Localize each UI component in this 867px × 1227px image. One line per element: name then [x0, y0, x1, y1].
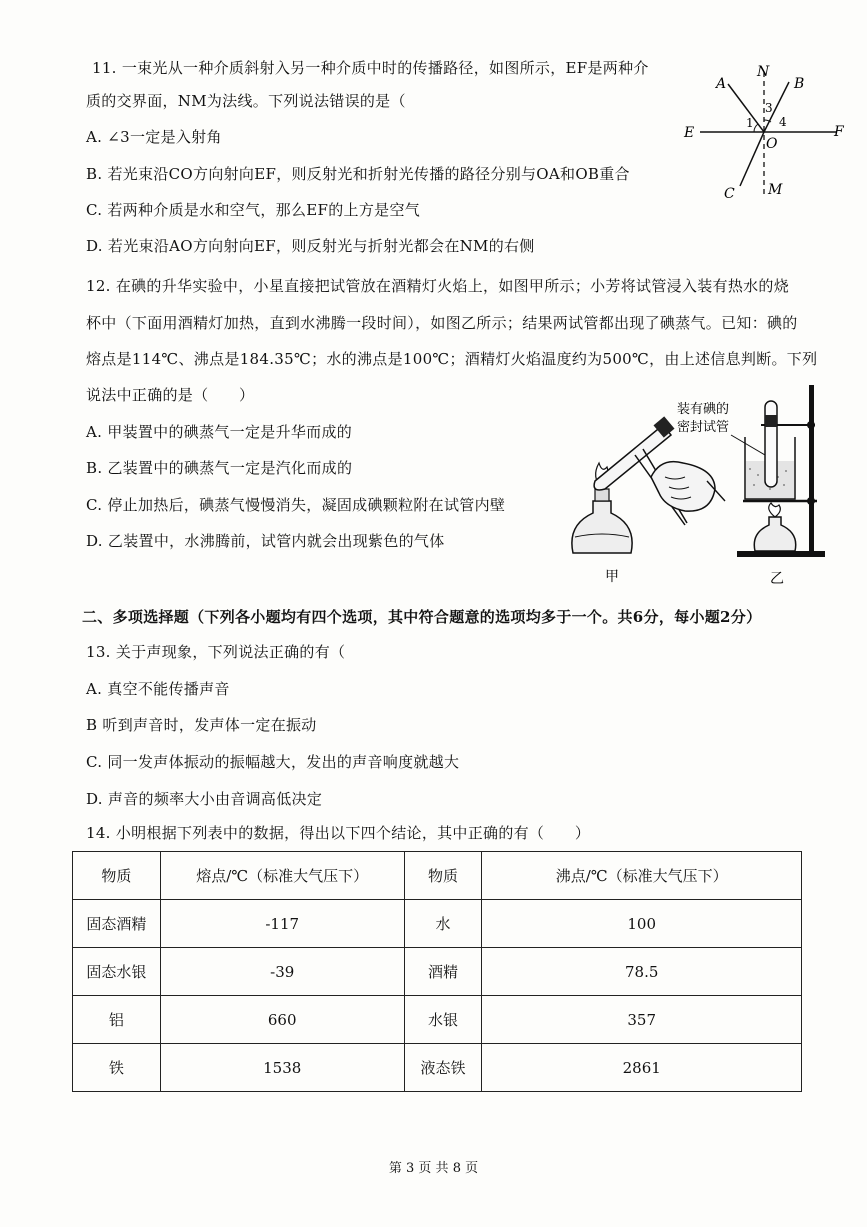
header-substance-1: 物质	[73, 852, 161, 900]
q11-stem-line2: 质的交界面，NM为法线。下列说法错误的是（	[86, 92, 406, 110]
q11-option-a: A. ∠3一定是入射角	[86, 128, 222, 146]
melting-boiling-table	[72, 851, 802, 1092]
table-cell: 2861	[482, 1044, 802, 1092]
q11-option-c: C. 若两种介质是水和空气，那么EF的上方是空气	[86, 201, 421, 219]
table-cell: 660	[160, 996, 404, 1044]
section2-heading: 二、多项选择题（下列各小题均有四个选项，其中符合题意的选项均多于一个。共6分，每小题2分）	[82, 608, 762, 626]
label-o: O	[766, 136, 778, 152]
q13-option-b: B 听到声音时，发声体一定在振动	[86, 716, 317, 734]
q14-stem: 14. 小明根据下列表中的数据，得出以下四个结论，其中正确的有（ ）	[86, 824, 591, 842]
header-boiling-point: 沸点/℃（标准大气压下）	[482, 852, 802, 900]
callout-line1: 装有碘的	[677, 402, 730, 417]
label-jia: 甲	[605, 569, 619, 585]
table-cell: 78.5	[482, 948, 802, 996]
callout-pointer	[731, 435, 765, 455]
angle-4-label: 4	[779, 115, 787, 129]
table-row	[73, 1044, 802, 1092]
page-footer: 第 3 页 共 8 页	[388, 1161, 479, 1176]
table-cell: 357	[482, 996, 802, 1044]
alcohol-lamp-yi	[754, 503, 795, 551]
table-cell: 1538	[160, 1044, 404, 1092]
q12-option-b: B. 乙装置中的碘蒸气一定是汽化而成的	[86, 459, 353, 477]
angle-3-label: 3	[765, 101, 773, 115]
table-cell: 固态水银	[73, 948, 161, 996]
q12-stem-line4: 说法中正确的是（ ）	[86, 386, 255, 404]
table-header-row	[73, 852, 802, 900]
table-cell: 水	[404, 900, 482, 948]
sealed-tube-yi	[765, 401, 777, 487]
refraction-diagram	[676, 58, 856, 208]
table-cell: 酒精	[404, 948, 482, 996]
angle-1-arc	[754, 124, 758, 132]
label-n: N	[757, 64, 770, 80]
q12-option-c: C. 停止加热后，碘蒸气慢慢消失，凝固成碘颗粒附在试管内壁	[86, 496, 506, 514]
q12-stem-line1: 12. 在碘的升华实验中，小星直接把试管放在酒精灯火焰上，如图甲所示；小芳将试管浸入装有热水的烧	[86, 277, 790, 295]
table-cell: -117	[160, 900, 404, 948]
q11-option-b: B. 若光束沿CO方向射向EF，则反射光和折射光传播的路径分别与OA和OB重合	[86, 165, 630, 183]
table-cell: 液态铁	[404, 1044, 482, 1092]
q12-option-a: A. 甲装置中的碘蒸气一定是升华而成的	[86, 423, 353, 441]
label-c: C	[724, 186, 735, 202]
table-row	[73, 996, 802, 1044]
q12-stem-line3: 熔点是114℃、沸点是184.35℃；水的沸点是100℃；酒精灯火焰温度约为500℃，由上述信息判断。下列	[86, 350, 818, 368]
q11-stem-line1: 11. 一束光从一种介质斜射入另一种介质中时的传播路径，如图所示，EF是两种介	[92, 59, 649, 77]
angle-1-label: 1	[746, 116, 754, 130]
label-yi: 乙	[770, 571, 784, 587]
label-b: B	[794, 76, 805, 92]
hand-jia	[651, 462, 725, 512]
q13-stem: 13. 关于声现象，下列说法正确的有（	[86, 643, 346, 661]
q13-option-d: D. 声音的频率大小由音调高低决定	[86, 790, 323, 808]
table-cell: 水银	[404, 996, 482, 1044]
q13-option-a: A. 真空不能传播声音	[86, 680, 230, 698]
callout-line2: 密封试管	[677, 420, 730, 435]
table-cell: -39	[160, 948, 404, 996]
ray-oc	[740, 132, 764, 186]
q11-option-d: D. 若光束沿AO方向射向EF，则反射光与折射光都会在NM的右侧	[86, 237, 535, 255]
header-melting-point: 熔点/℃（标准大气压下）	[160, 852, 404, 900]
table-cell: 铁	[73, 1044, 161, 1092]
header-substance-2: 物质	[404, 852, 482, 900]
q12-stem-line2: 杯中（下面用酒精灯加热，直到水沸腾一段时间），如图乙所示；结果两试管都出现了碘蒸气。已知：碘的	[86, 314, 798, 332]
table-cell: 100	[482, 900, 802, 948]
q13-option-c: C. 同一发声体振动的振幅越大，发出的声音响度就越大	[86, 753, 460, 771]
table-cell: 铝	[73, 996, 161, 1044]
label-f: F	[834, 124, 844, 140]
label-a: A	[716, 76, 727, 92]
table-row	[73, 900, 802, 948]
label-e: E	[684, 125, 695, 141]
q12-option-d: D. 乙装置中，水沸腾前，试管内就会出现紫色的气体	[86, 532, 445, 550]
table-row	[73, 948, 802, 996]
label-m: M	[768, 182, 783, 198]
iodine-apparatus-figure	[565, 385, 827, 590]
table-cell: 固态酒精	[73, 900, 161, 948]
